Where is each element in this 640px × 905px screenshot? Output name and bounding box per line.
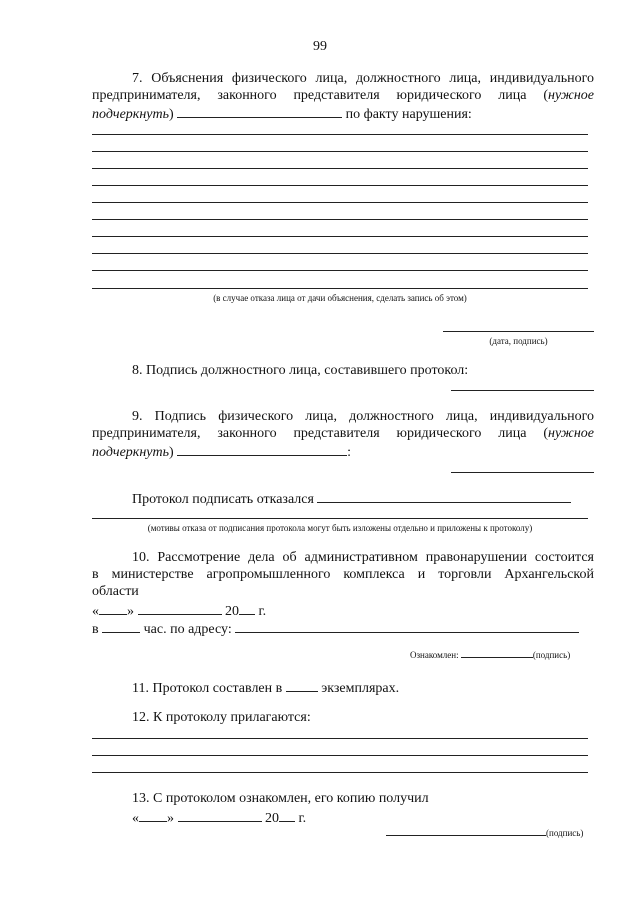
s7-explanation-line-7[interactable] [92,236,588,237]
s10-day-field[interactable] [99,601,127,615]
s8-sign-line[interactable] [451,390,594,391]
s13-year-prefix: 20 [265,811,279,826]
refusal-field[interactable] [317,489,571,503]
s13-date-open: « [132,811,139,826]
s10-acquainted-row [410,648,594,661]
s11-copies-field[interactable] [286,678,318,692]
s7-explanation-line-2[interactable] [92,151,588,152]
s13-sign-label: (подпись) [546,828,584,838]
s13-year-suffix: г. [298,811,307,826]
s9-underline-hint: подчеркнуть [92,445,169,460]
s7-line1: 7. Объяснения физического лица, должностного лица, индивидуального [132,71,594,86]
s13-date-close: » [167,811,174,826]
s7-line2-text: предпринимателя, законного представителя юридического лица ( [92,88,548,103]
s7-explanation-line-5[interactable] [92,202,588,203]
s7-explanation-line-1[interactable] [92,134,588,135]
s7-date-sign-note: (дата, подпись) [489,336,548,346]
s13-date-row [132,808,306,827]
page-number: 99 [313,39,327,54]
s7-paren: ) [168,107,174,122]
s9-paren: ) [168,445,174,460]
s11-row [132,678,399,697]
s7-explanation-line-8[interactable] [92,253,588,254]
s13-day-field[interactable] [139,808,167,822]
s12-attachment-line-1[interactable] [92,738,588,739]
s10-time-row [92,619,579,638]
s10-year-suffix: г. [258,604,267,619]
s12-attachment-line-2[interactable] [92,755,588,756]
s7-refusal-note: (в случае отказа лица от дачи объяснения, сделать запись об этом) [213,293,467,303]
s7-person-field[interactable] [177,104,342,118]
s10-address-field[interactable] [235,619,579,633]
refusal-row [132,489,571,508]
s9-line2-italic: нужное [548,426,594,441]
s9-person-field[interactable] [177,442,347,456]
s10-line3: области [92,584,139,599]
s10-in: в [92,622,99,637]
s7-line3 [92,104,472,123]
s9-colon: : [347,445,352,460]
s11-text-b: экземплярах. [321,681,400,696]
s7-explanation-line-4[interactable] [92,185,588,186]
s7-explanation-line-6[interactable] [92,219,588,220]
s10-date-open: « [92,604,99,619]
s10-hour-addr: час. по адресу: [143,622,232,637]
refusal-line-2[interactable] [92,518,588,519]
s10-date-row [92,601,266,620]
s10-year-field[interactable] [239,601,255,615]
s10-acquainted-field[interactable] [461,648,533,658]
s10-sign-label: (подпись) [532,650,571,660]
s10-line1: 10. Рассмотрение дела об административном правонарушении состоится [132,550,594,565]
s12-text: 12. К протоколу прилагаются: [132,710,311,725]
s10-acquainted-label: Ознакомлен: [410,650,459,660]
s7-explanation-line-3[interactable] [92,168,588,169]
s10-line2: в министерстве агропромышленного комплекса и торговли Архангельской [92,567,594,582]
s9-sign-line[interactable] [451,472,594,473]
s9-line2-text: предпринимателя, законного представителя юридического лица ( [92,426,548,441]
s8-text: 8. Подпись должностного лица, составившего протокол: [132,363,469,378]
s7-violation-label: по факту нарушения: [345,107,472,122]
s9-line1: 9. Подпись физического лица, должностного лица, индивидуального [132,409,594,424]
s7-line2 [92,87,594,104]
s9-line2 [92,425,594,442]
s7-date-sign-line[interactable] [443,331,594,332]
s13-sign-field[interactable] [386,826,546,836]
s13-sign-row [386,826,594,839]
s13-month-field[interactable] [178,808,262,822]
s10-date-close: » [127,604,134,619]
s7-explanation-line-10[interactable] [92,288,588,289]
s11-text-a: 11. Протокол составлен в [132,681,283,696]
s7-line2-italic: нужное [548,88,594,103]
s12-attachment-line-3[interactable] [92,772,588,773]
s7-explanation-line-9[interactable] [92,270,588,271]
s9-line3 [92,442,351,461]
s7-underline-hint: подчеркнуть [92,107,169,122]
s13-year-field[interactable] [279,808,295,822]
refusal-note: (мотивы отказа от подписания протокола могут быть изложены отдельно и приложены к протоколу) [147,523,533,533]
s10-year-prefix: 20 [225,604,239,619]
s10-hour-field[interactable] [102,619,140,633]
refusal-label: Протокол подписать отказался [132,492,314,507]
s10-month-field[interactable] [138,601,222,615]
s13-text: 13. С протоколом ознакомлен, его копию получил [132,791,429,806]
